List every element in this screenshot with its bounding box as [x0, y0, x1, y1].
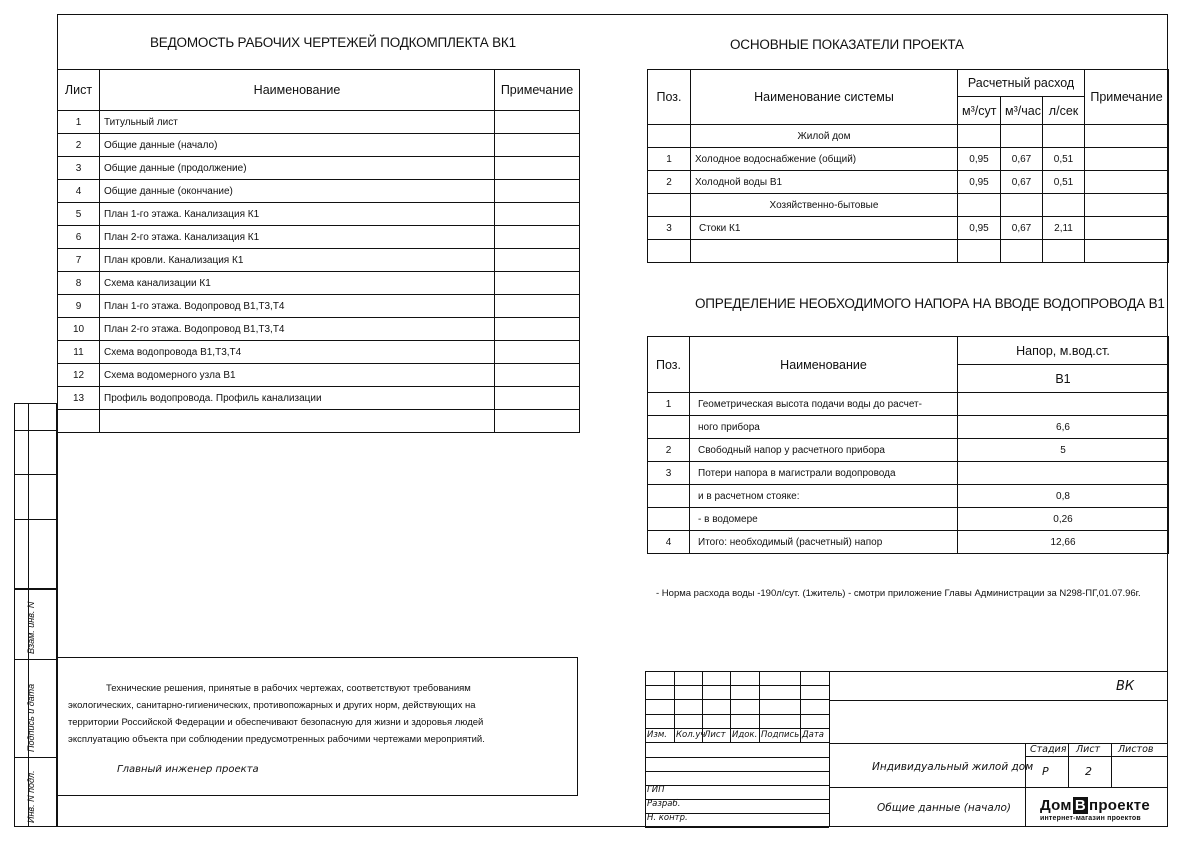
row-name: и в расчетном стояке: — [690, 485, 958, 508]
indicators-table — [647, 69, 1169, 263]
row-value: 0,95 — [958, 217, 1001, 240]
row-value: 0,67 — [1001, 171, 1043, 194]
side-rule — [14, 757, 57, 758]
logo-text: Дом — [1040, 797, 1072, 814]
sheet-value: 2 — [1085, 765, 1092, 778]
row-sheet-name: Схема водопровода В1,Т3,Т4 — [100, 341, 495, 364]
row-pos: 4 — [648, 531, 690, 554]
row-name: Потери напора в магистрали водопровода — [690, 462, 958, 485]
row-sheet-number: 13 — [58, 387, 100, 410]
stamp-col-label: Дата — [802, 730, 825, 740]
table-row — [648, 393, 1169, 416]
table-row — [58, 111, 580, 134]
row-name: Стоки К1 — [691, 217, 958, 240]
row-sheet-name: План 1-го этажа. Канализация К1 — [100, 203, 495, 226]
table-row — [58, 295, 580, 318]
row-pos: 2 — [648, 171, 691, 194]
row-name: Свободный напор у расчетного прибора — [690, 439, 958, 462]
row-name: - в водомере — [690, 508, 958, 531]
stamp-grid-hline — [645, 685, 829, 686]
row-sheet-number: 11 — [58, 341, 100, 364]
row-value: 0,95 — [958, 148, 1001, 171]
col-note: Примечание — [495, 70, 580, 111]
row-name: Холодное водоснабжение (общий) — [691, 148, 958, 171]
row-sheet-number: 5 — [58, 203, 100, 226]
col-note: Примечание — [1085, 70, 1169, 125]
stamp-grid-hline — [645, 757, 829, 758]
row-sheet-number: 1 — [58, 111, 100, 134]
row-value: 0,8 — [958, 485, 1169, 508]
side-label-signature-date: Подпись и дата — [26, 683, 36, 752]
row-value: 0,67 — [1001, 148, 1043, 171]
col-name: Наименование — [100, 70, 495, 111]
stamp-grid-hline — [645, 699, 829, 700]
col-name: Наименование — [690, 337, 958, 393]
row-sheet-number: 3 — [58, 157, 100, 180]
side-rule — [14, 519, 57, 520]
logo-text: проекте — [1088, 797, 1151, 814]
row-sheet-name: Общие данные (продолжение) — [100, 157, 495, 180]
col-pos: Поз. — [648, 70, 691, 125]
table-row — [648, 531, 1169, 554]
row-sheet-name: План 2-го этажа. Канализация К1 — [100, 226, 495, 249]
table-row — [648, 416, 1169, 439]
table-row — [648, 217, 1169, 240]
stamp-grid-hline — [645, 785, 829, 786]
row-sheet-note — [495, 226, 580, 249]
table-row — [58, 249, 580, 272]
row-name: Геометрическая высота подачи воды до расчет- — [690, 393, 958, 416]
pressure-title: ОПРЕДЕЛЕНИЕ НЕОБХОДИМОГО НАПОРА НА ВВОДЕ ВОДОПРОВОДА В1 — [695, 296, 1165, 311]
section-label: Жилой дом — [691, 125, 958, 148]
side-label-replaced-inv: Взам. инв. N — [26, 601, 36, 654]
row-value: 0,51 — [1043, 171, 1085, 194]
row-pos: 1 — [648, 148, 691, 171]
domvproekte-logo — [1040, 797, 1150, 814]
col-system-name: Наименование системы — [691, 70, 958, 125]
row-sheet-name: Титульный лист — [100, 111, 495, 134]
statement-line: Технические решения, принятые в рабочих чертежах, соответствуют требованиям — [106, 683, 471, 694]
row-sheet-number: 12 — [58, 364, 100, 387]
row-sheet-note — [495, 203, 580, 226]
row-sheet-note — [495, 111, 580, 134]
row-sheet-number: 9 — [58, 295, 100, 318]
col-sheet: Лист — [58, 70, 100, 111]
row-sheet-name: Профиль водопровода. Профиль канализации — [100, 387, 495, 410]
row-value: 2,11 — [1043, 217, 1085, 240]
table-row — [58, 180, 580, 203]
stamp-grid-vline — [800, 671, 801, 742]
stamp-grid-vline — [759, 671, 760, 742]
table-row — [648, 148, 1169, 171]
row-sheet-name: Схема водомерного узла В1 — [100, 364, 495, 387]
unit-l-sec: л/сек — [1043, 97, 1085, 125]
table-row — [648, 125, 1169, 148]
stage-value: Р — [1042, 765, 1049, 778]
col-pressure: Напор, м.вод.ст. — [958, 337, 1169, 365]
row-name: Итого: необходимый (расчетный) напор — [690, 531, 958, 554]
stamp-grid-hline — [645, 671, 829, 672]
row-value: 6,6 — [958, 416, 1169, 439]
stamp-grid-hline — [645, 728, 829, 729]
stamp-role-label: Разраб. — [647, 799, 681, 809]
side-rule — [14, 430, 57, 431]
stamp-role-label: ГИП — [647, 785, 665, 795]
row-pos: 3 — [648, 217, 691, 240]
row-value: 0,26 — [958, 508, 1169, 531]
row-sheet-note — [495, 364, 580, 387]
stamp-grid-hline — [645, 742, 829, 743]
stamp-grid-vline — [674, 671, 675, 742]
table-row — [648, 240, 1169, 263]
row-pos: 1 — [648, 393, 690, 416]
row-pos: 3 — [648, 462, 690, 485]
indicators-title: ОСНОВНЫЕ ПОКАЗАТЕЛИ ПРОЕКТА — [730, 37, 964, 52]
row-sheet-note — [495, 157, 580, 180]
row-sheet-name: Общие данные (начало) — [100, 134, 495, 157]
table-row — [58, 203, 580, 226]
row-pos: 2 — [648, 439, 690, 462]
row-sheet-number: 8 — [58, 272, 100, 295]
row-sheet-number: 10 — [58, 318, 100, 341]
logo-badge: В — [1074, 797, 1086, 814]
row-sheet-note — [495, 272, 580, 295]
row-sheet-note — [495, 341, 580, 364]
table-row — [58, 157, 580, 180]
statement-text — [68, 680, 568, 748]
water-norm-note: - Норма расхода воды -190л/сут. (1житель) - смотри приложение Главы Администрации за N298-ПГ,01.07.96г. — [656, 588, 1141, 599]
drawings-list-table — [57, 69, 580, 433]
stamp-hline — [1025, 756, 1168, 757]
row-pos — [648, 508, 690, 531]
stamp-col-label: Подпись — [761, 730, 800, 740]
unit-m3-hour: м³/час — [1001, 97, 1043, 125]
row-value — [958, 393, 1169, 416]
table-row — [58, 387, 580, 410]
row-sheet-note — [495, 134, 580, 157]
logo-subtitle: интернет-магазин проектов — [1040, 815, 1141, 822]
sheet-header: Лист — [1076, 744, 1101, 755]
stamp-hline — [829, 700, 1168, 701]
row-pos — [648, 485, 690, 508]
stamp-vline — [829, 671, 830, 827]
stamp-grid-hline — [645, 771, 829, 772]
stamp-col-label: Изм. — [647, 730, 667, 740]
row-name: Холодной воды В1 — [691, 171, 958, 194]
col-b1: В1 — [958, 365, 1169, 393]
side-rule — [14, 474, 57, 475]
col-flow: Расчетный расход — [958, 70, 1085, 97]
row-value: 0,51 — [1043, 148, 1085, 171]
row-pos — [648, 416, 690, 439]
stamp-vline — [1111, 743, 1112, 787]
stamp-grid-vline — [730, 671, 731, 742]
table-row — [58, 226, 580, 249]
stamp-grid-hline — [645, 714, 829, 715]
table-row — [58, 272, 580, 295]
stamp-grid-hline — [645, 827, 829, 828]
stamp-grid-vline — [645, 671, 646, 827]
unit-m3-day: м³/сут — [958, 97, 1001, 125]
table-row — [58, 318, 580, 341]
row-sheet-number: 6 — [58, 226, 100, 249]
row-value: 0,67 — [1001, 217, 1043, 240]
stamp-role-label: Н. контр. — [647, 813, 688, 823]
side-label-inv-no: Инв. N подл. — [26, 770, 36, 823]
row-value — [958, 462, 1169, 485]
table-row — [648, 171, 1169, 194]
statement-line: экологических, санитарно-гигиенических, противопожарных и других норм, действующих на — [68, 700, 476, 711]
table-row — [58, 134, 580, 157]
col-pos: Поз. — [648, 337, 690, 393]
object-name: Индивидуальный жилой дом — [872, 761, 1034, 773]
row-sheet-name: План кровли. Канализация К1 — [100, 249, 495, 272]
stage-header: Стадия — [1030, 744, 1067, 755]
stamp-vline — [1068, 743, 1069, 787]
sheet-title: Общие данные (начало) — [877, 802, 1012, 814]
drawings-list-title: ВЕДОМОСТЬ РАБОЧИХ ЧЕРТЕЖЕЙ ПОДКОМПЛЕКТА ВК1 — [150, 35, 516, 50]
row-sheet-number: 4 — [58, 180, 100, 203]
row-sheet-note — [495, 318, 580, 341]
table-row — [58, 364, 580, 387]
row-sheet-number: 7 — [58, 249, 100, 272]
row-sheet-note — [495, 249, 580, 272]
table-row — [58, 410, 580, 433]
row-sheet-note — [495, 387, 580, 410]
table-row — [648, 462, 1169, 485]
stamp-col-label: Идок. — [732, 730, 758, 740]
row-value: 5 — [958, 439, 1169, 462]
row-value: 12,66 — [958, 531, 1169, 554]
table-row — [58, 341, 580, 364]
sheets-header: Листов — [1118, 744, 1154, 755]
section-label: Хозяйственно-бытовые — [691, 194, 958, 217]
row-sheet-number: 2 — [58, 134, 100, 157]
row-sheet-note — [495, 180, 580, 203]
chief-engineer-signature: Главный инженер проекта — [117, 764, 259, 775]
statement-line: территории Российской Федерации и обеспечивают безопасную для жизни и здоровья людей — [68, 717, 484, 728]
pressure-table — [647, 336, 1169, 554]
row-sheet-note — [495, 295, 580, 318]
table-row — [648, 508, 1169, 531]
row-sheet-name: План 1-го этажа. Водопровод В1,Т3,Т4 — [100, 295, 495, 318]
statement-line: эксплуатацию объекта при соблюдении предусмотренных рабочими чертежами мероприятий. — [68, 734, 485, 745]
table-row — [648, 194, 1169, 217]
table-header-row — [58, 70, 580, 111]
row-value: 0,95 — [958, 171, 1001, 194]
side-rule — [14, 659, 57, 660]
row-sheet-name: План 2-го этажа. Водопровод В1,Т3,Т4 — [100, 318, 495, 341]
row-sheet-name: Общие данные (окончание) — [100, 180, 495, 203]
stamp-hline — [829, 787, 1168, 788]
document-code: ВК — [1116, 679, 1135, 694]
stamp-col-label: Лист — [704, 730, 726, 740]
stamp-col-label: Кол.уч — [676, 730, 706, 740]
row-name: ного прибора — [690, 416, 958, 439]
table-row — [648, 439, 1169, 462]
row-sheet-name: Схема канализации К1 — [100, 272, 495, 295]
table-row — [648, 485, 1169, 508]
stamp-grid — [645, 671, 829, 827]
